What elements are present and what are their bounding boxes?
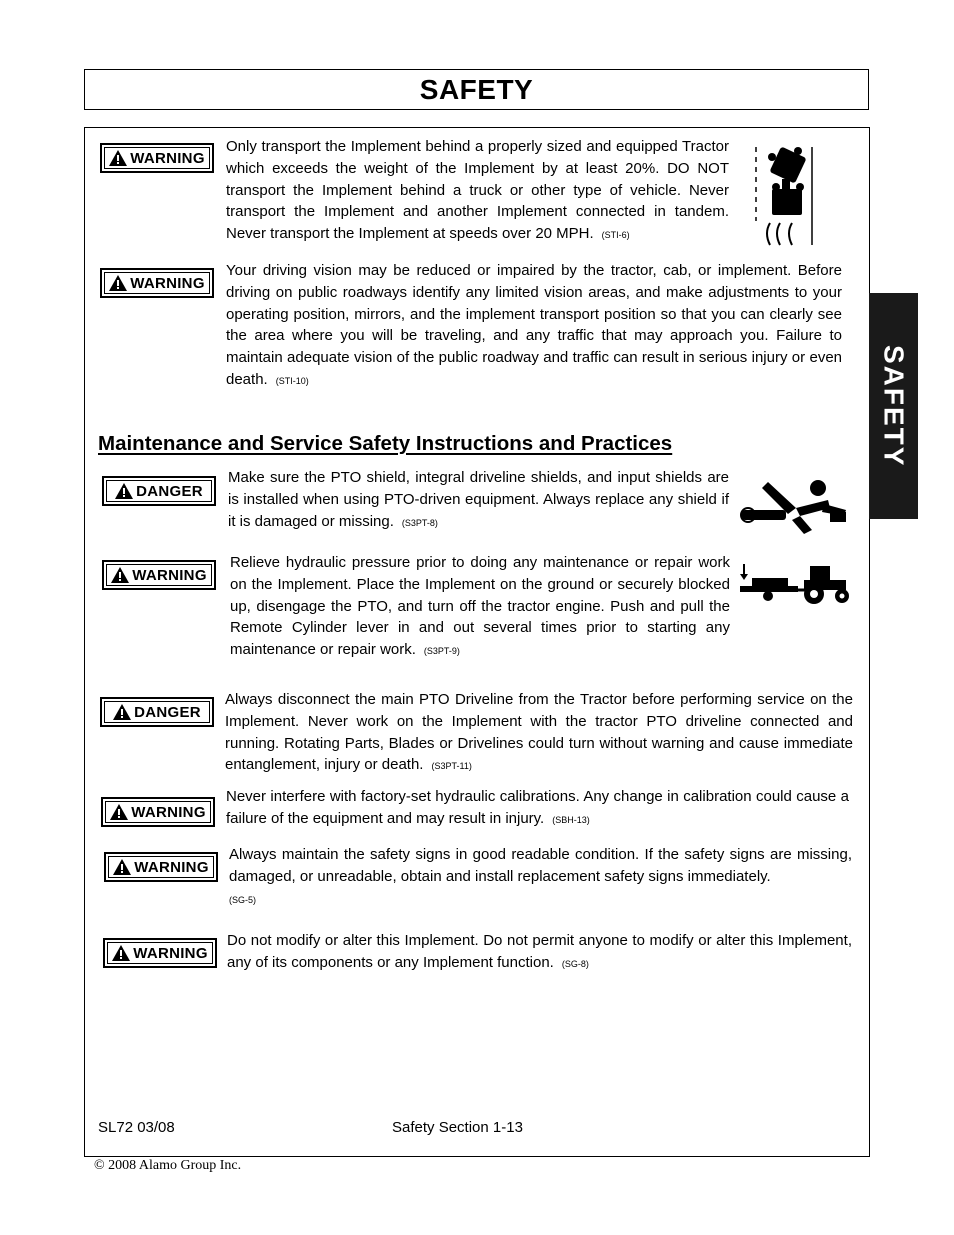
alert-triangle-icon [110,804,128,820]
paragraph-text: Relieve hydraulic pressure prior to doing any maintenance or repair work on the Implement. Place the Implement on the ground or securely blocked up, disengage the PTO, and turn off the tractor engine. Push and pull the Remote Cylinder lever in and out several times prior to starting any maintenance or repair work. [230,554,730,659]
copyright-notice: © 2008 Alamo Group Inc. [94,1158,242,1173]
warning-badge [102,560,216,590]
safety-paragraph [226,260,842,393]
page-header [84,69,869,110]
paragraph-text: Do not modify or alter this Implement. Do not permit anyone to modify or alter this Implement, any of its components or any Implement function. [227,932,852,971]
reference-code: (SBH-13) [552,814,590,825]
paragraph-text: Make sure the PTO shield, integral driveline shields, and input shields are is installed when using PTO-driven equipment. Always replace any shield if it is damaged or missing. [228,469,729,530]
alert-triangle-icon [109,275,127,291]
safety-paragraph [226,136,729,247]
alert-triangle-icon [115,483,133,499]
driveline-entanglement-icon [738,478,850,536]
reference-code: (STI-10) [275,375,309,386]
footer-model-date: SL72 03/08 [98,1119,175,1136]
paragraph-text: Always maintain the safety signs in good readable condition. If the safety signs are missing, damaged, or unreadable, obtain and install replacement safety signs immediately. [229,846,852,885]
alert-triangle-icon [109,150,127,166]
warning-label: WARNING [134,858,209,876]
side-tab-label: SAFETY [878,344,910,468]
paragraph-text: Always disconnect the main PTO Driveline from the Tractor before performing service on the Implement. Never work on the Implement with the tractor PTO driveline connected and running. Rotating Parts, Blades or Drivelines could turn without warning and cause immediate entanglement, injury or death. [225,691,853,774]
tractor-transport-icon [752,143,818,247]
danger-badge [102,476,216,506]
warning-badge [104,852,218,882]
danger-label: DANGER [134,703,201,721]
safety-paragraph [225,689,853,778]
page-title: SAFETY [419,73,534,105]
warning-badge [100,268,214,298]
warning-label: WARNING [131,803,206,821]
alert-triangle-icon [113,859,131,875]
alert-triangle-icon [112,945,130,961]
danger-badge [100,697,214,727]
danger-label: DANGER [136,482,203,500]
safety-paragraph [227,930,852,976]
warning-label: WARNING [133,944,208,962]
reference-code: (S3PT-8) [401,517,438,528]
safety-paragraph [229,844,852,911]
footer-page-number: Safety Section 1-13 [392,1119,523,1136]
reference-code: (SG-5) [229,894,256,905]
safety-paragraph [226,786,849,832]
warning-badge [103,938,217,968]
section-heading: Maintenance and Service Safety Instructions and Practices [98,432,673,455]
tractor-implement-lowered-icon [738,560,850,606]
warning-badge [100,143,214,173]
reference-code: (S3PT-9) [423,646,460,657]
safety-paragraph [230,552,730,663]
warning-label: WARNING [132,566,207,584]
alert-triangle-icon [113,704,131,720]
reference-code: (STI-6) [601,230,630,241]
reference-code: (SG-8) [561,958,589,969]
paragraph-text: Only transport the Implement behind a properly sized and equipped Tractor which exceeds the weight of the Implement by at least 20%. DO NOT transport the Implement behind a truck or other type of vehicle. Never transport the Implement and another Implement connected in tandem. Never transport the Implement at speeds over 20 MPH. [226,138,729,243]
warning-label: WARNING [130,149,205,167]
warning-label: WARNING [130,274,205,292]
paragraph-text: Your driving vision may be reduced or impaired by the tractor, cab, or implement. Before driving on public roadways identify any limited vision areas, and make adjustments to your operating position, mirrors, and the implement transport position so that you can clearly see the area where you will be traveling, and any traffic that may approach you. Failure to maintain adequate vision of the public roadway and traffic can result in serious injury or even death. [226,262,842,388]
warning-badge [101,797,215,827]
safety-paragraph [228,467,729,534]
reference-code: (S3PT-11) [431,761,472,772]
alert-triangle-icon [111,567,129,583]
section-side-tab [869,293,918,519]
paragraph-text: Never interfere with factory-set hydraulic calibrations. Any change in calibration could cause a failure of the equipment and may result in injury. [226,788,849,827]
